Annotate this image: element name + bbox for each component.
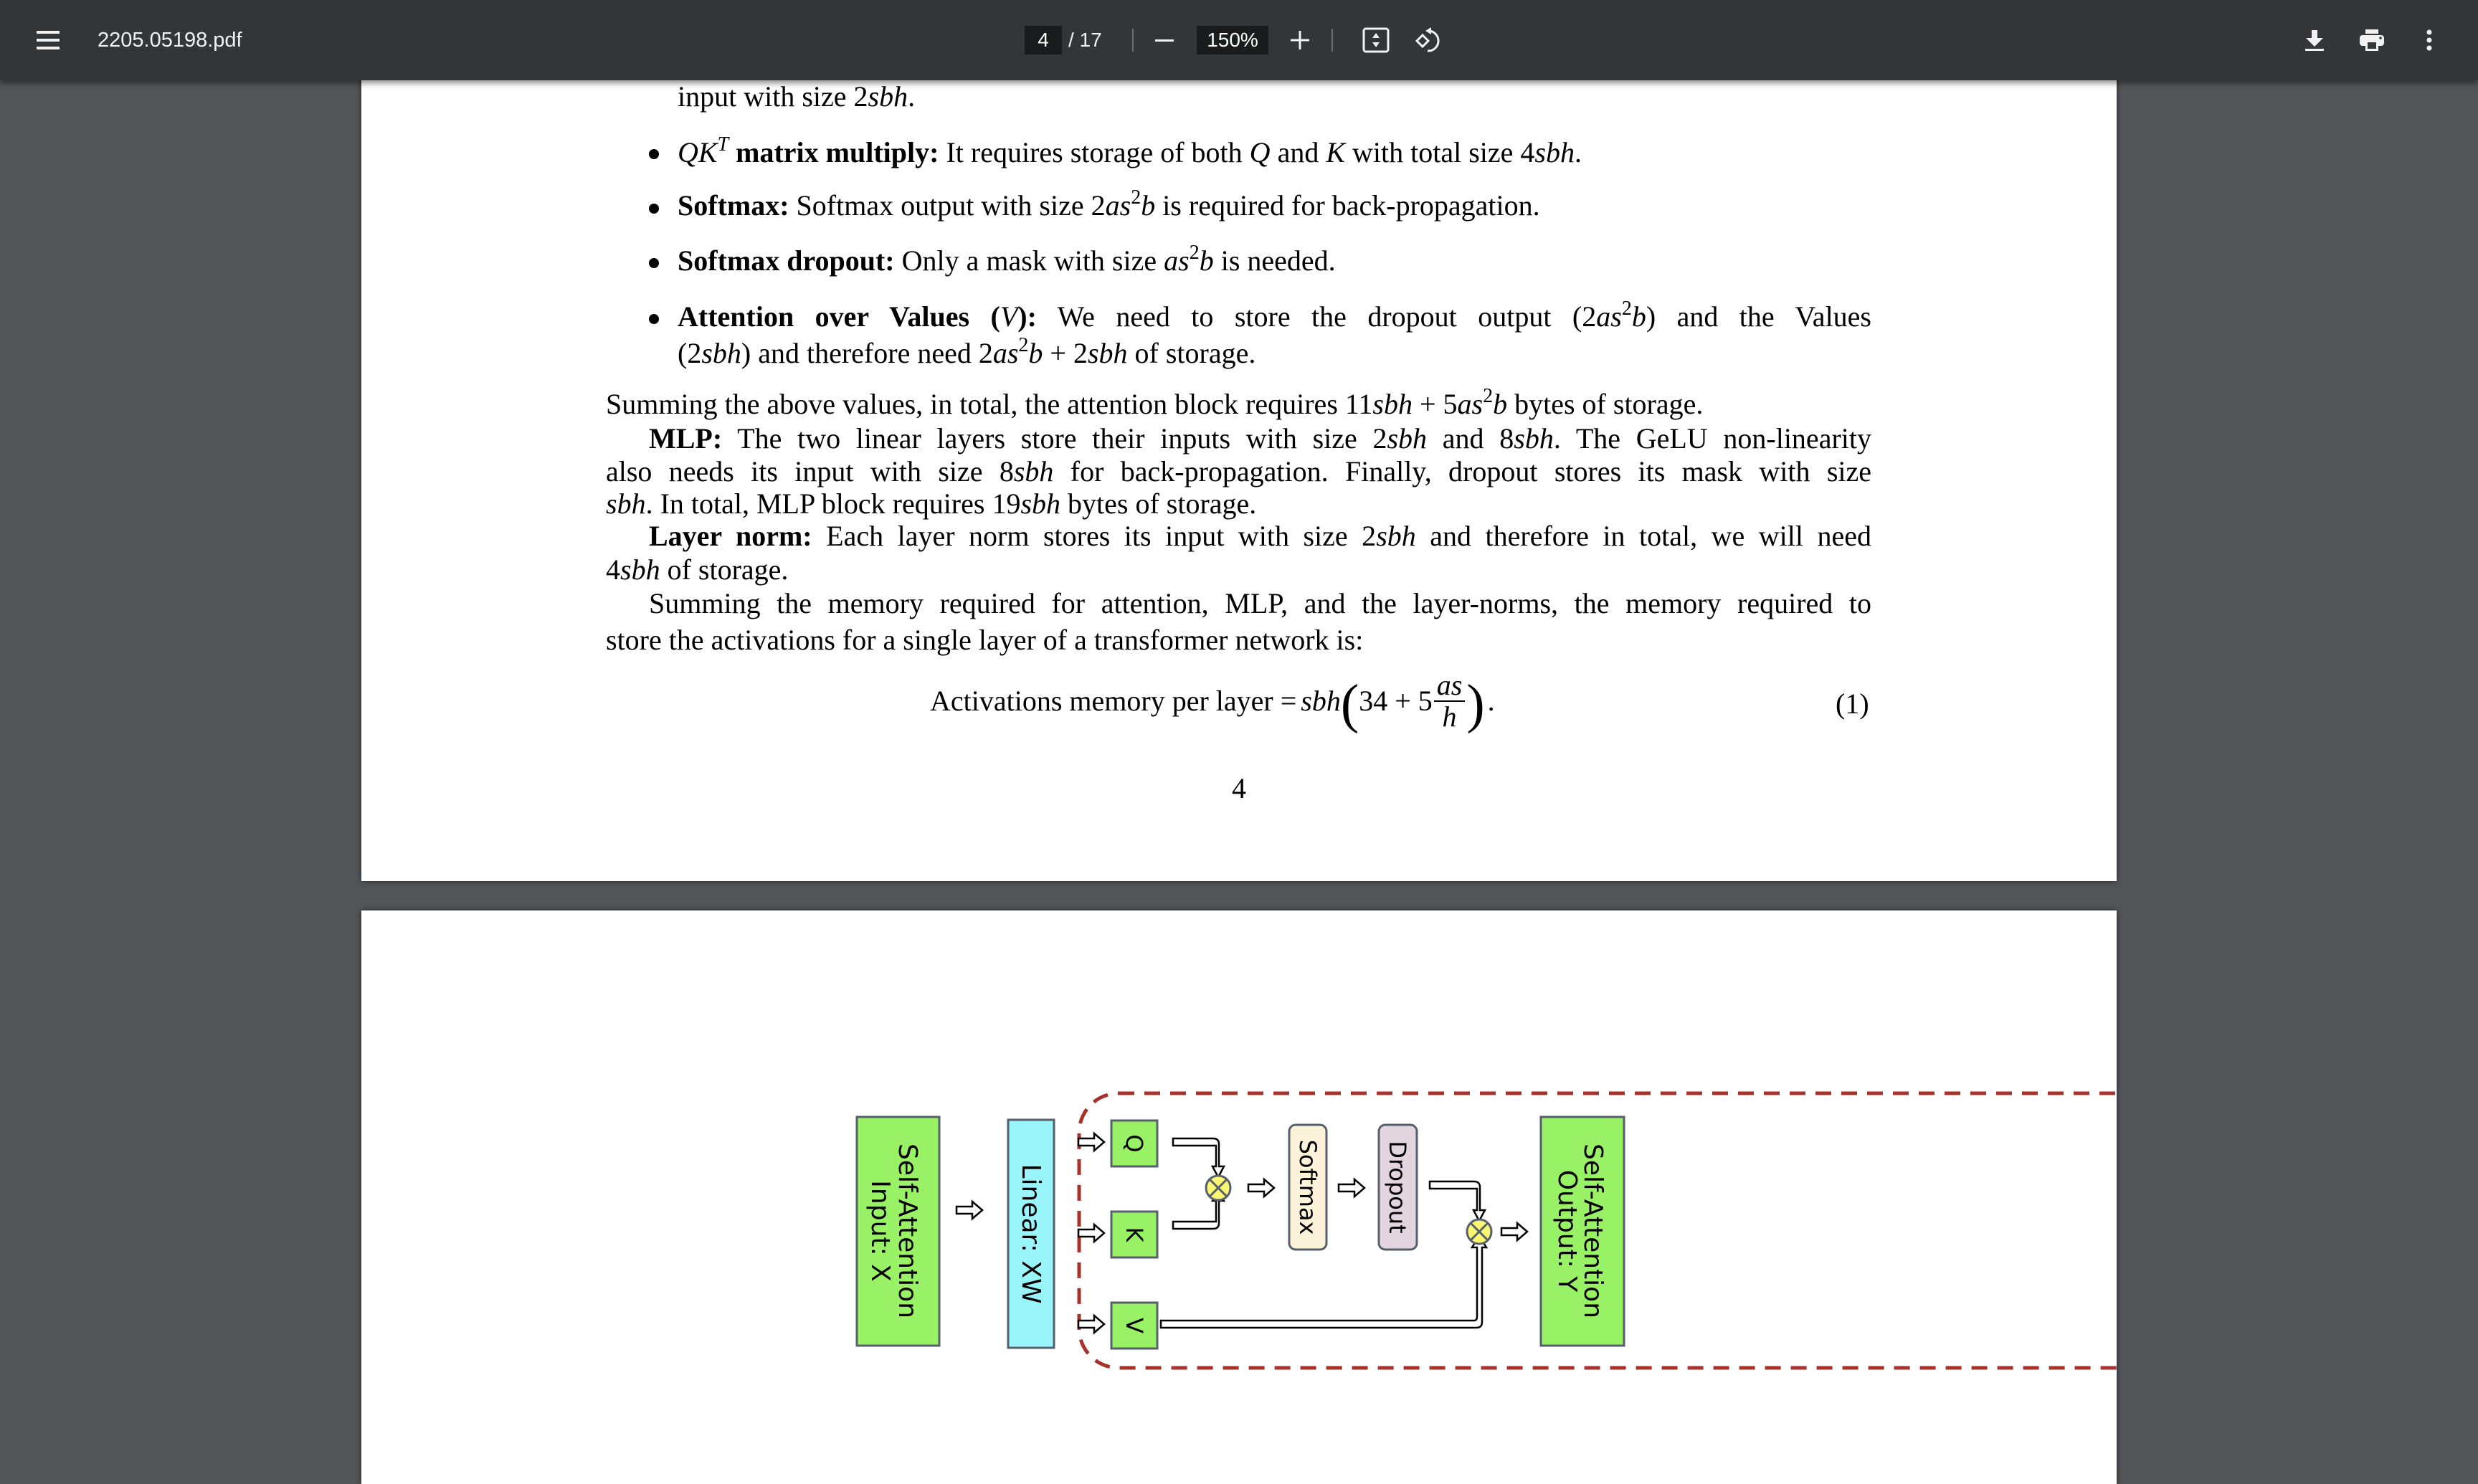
multiply-icon (1467, 1219, 1491, 1244)
softmax-label: Softmax (1294, 1139, 1321, 1235)
text-line: store the activations for a single layer of a transformer network is: (606, 624, 1364, 656)
rotate-button[interactable] (1413, 24, 1444, 56)
fraction: $\frac{as}{h}$ (1434, 670, 1466, 732)
print-icon (2359, 29, 2385, 52)
input-label: Self-Attention (893, 1143, 922, 1319)
text-line: also needs its input with size 8sbh for back-propagation. Finally, dropout stores its mask with size (606, 455, 1872, 487)
input-label: Input: X (865, 1180, 895, 1282)
dropout-label: Dropout (1384, 1141, 1411, 1234)
arrow-right-icon (956, 1202, 982, 1219)
arrow-right-icon (1078, 1316, 1104, 1333)
minus-icon (1155, 39, 1174, 42)
v-label: V (1121, 1318, 1148, 1333)
download-icon (2304, 29, 2325, 52)
paragraph-attention-total: Summing the above values, in total, the attention block requires $11sbh + 5as^2b$ bytes of storage. (606, 385, 1704, 420)
bullet-icon (649, 204, 659, 214)
bullet-icon (649, 258, 659, 268)
equation-number: (1) (1836, 688, 1869, 720)
output-label: Self-Attention (1578, 1143, 1608, 1319)
document-title: 2205.05198.pdf (98, 29, 242, 52)
arrow-right-icon (1248, 1179, 1274, 1197)
arrow-right-icon (1078, 1224, 1104, 1242)
more-options-button[interactable] (2415, 26, 2444, 54)
pdf-page-4 (361, 0, 2117, 881)
multiply-icon (1206, 1176, 1230, 1200)
text-line: 4sbh of storage. (606, 553, 789, 586)
pdf-page-5 (361, 910, 2117, 1484)
page-total: / 17 (1068, 29, 1102, 51)
paragraph-summary: Summing the memory required for attention, MLP, and the layer-norms, the memory required to (649, 587, 1871, 619)
list-item-softmax: Softmax: Softmax output with size $2as^2b$ is required for back-propagation. (678, 186, 1540, 222)
page-number: 4 (1232, 772, 1246, 804)
list-item-qkt: $QK^T$ matrix multiply: It requires storage of both Q and K with total size 4sbh. (678, 133, 1582, 168)
fit-to-page-icon (1362, 27, 1390, 53)
paragraph-layer-norm: Layer norm: Each layer norm stores its input with size 2sbh and therefore in total, we will need (649, 520, 1872, 552)
zoom-out-button[interactable] (1150, 26, 1179, 54)
arrow-right-icon (1501, 1223, 1527, 1240)
bullet-icon (649, 149, 659, 159)
paragraph-mlp: MLP: The two linear layers store their inputs with size 2sbh and 8sbh. The GeLU non-linearity (649, 422, 1871, 455)
arrow-right-icon (1339, 1179, 1364, 1197)
download-button[interactable] (2300, 26, 2329, 54)
text-line: sbh. In total, MLP block requires 19sbh bytes of storage. (606, 487, 1257, 520)
k-label: K (1121, 1227, 1148, 1242)
list-item-attention-values: Attention over Values (V): We need to store the dropout output $(2as^2b)$ and the Values (678, 298, 1871, 333)
rotate-counterclockwise-icon (1413, 25, 1443, 55)
print-button[interactable] (2356, 26, 2388, 54)
toolbar-divider (1331, 29, 1333, 52)
list-item-softmax-dropout: Softmax dropout: Only a mask with size $as^2b$ is needed. (678, 242, 1336, 277)
plus-icon (1289, 29, 1311, 51)
more-vert-icon (2426, 29, 2433, 52)
hamburger-menu-icon[interactable] (29, 24, 67, 56)
fit-to-page-button[interactable] (1362, 26, 1390, 54)
equation-activations-memory: Activations memory per layer = sbh ( 34 + 5 $\frac{as}{h}$ ) . (930, 669, 1495, 734)
bullet-icon (649, 314, 659, 324)
arrow-right-icon (1078, 1133, 1104, 1151)
toolbar-divider (1132, 29, 1134, 52)
arrow-dropout-to-multiply (1430, 1181, 1485, 1221)
linear-label: Linear: XW (1016, 1164, 1045, 1304)
q-label: Q (1121, 1134, 1148, 1153)
zoom-in-button[interactable] (1286, 26, 1314, 54)
text-line: input with size 2sbh. (678, 80, 916, 113)
zoom-level-input[interactable]: 150% (1197, 26, 1268, 54)
page-number-input[interactable]: 4 (1025, 26, 1062, 54)
arrow-q-to-multiply (1173, 1138, 1224, 1177)
pdf-toolbar (0, 0, 2478, 80)
self-attention-diagram (361, 910, 2117, 1384)
text-line: (2sbh) and therefore need $2as^2b + 2sbh$ of storage. (678, 334, 1256, 369)
output-label: Output: Y (1552, 1169, 1582, 1293)
